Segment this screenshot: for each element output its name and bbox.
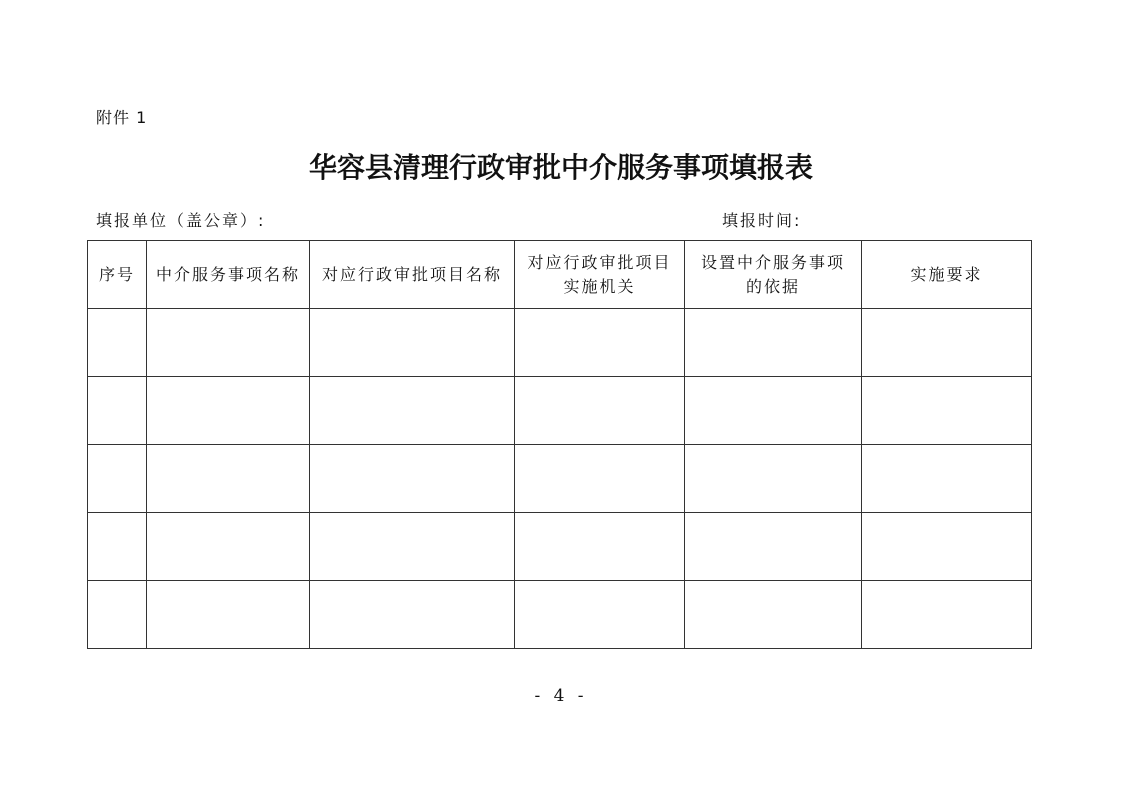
table-cell[interactable] [685, 581, 862, 649]
column-header-service-name: 中介服务事项名称 [147, 241, 310, 309]
table-cell[interactable] [310, 581, 515, 649]
fill-unit-label: 填报单位（盖公章）: [96, 211, 266, 230]
table-cell[interactable] [147, 581, 310, 649]
table-row [88, 513, 1032, 581]
table-cell[interactable] [88, 513, 147, 581]
table-cell[interactable] [685, 377, 862, 445]
table-cell[interactable] [515, 513, 685, 581]
table-cell[interactable] [515, 581, 685, 649]
table-cell[interactable] [862, 377, 1032, 445]
report-table [87, 240, 1032, 649]
table-cell[interactable] [310, 445, 515, 513]
table-row [88, 445, 1032, 513]
table-body [88, 309, 1032, 649]
table-cell[interactable] [310, 377, 515, 445]
table-header [88, 241, 1032, 309]
table-cell[interactable] [310, 309, 515, 377]
page-title: 华容县清理行政审批中介服务事项填报表 [308, 151, 813, 184]
table-cell[interactable] [862, 581, 1032, 649]
attachment-label: 附件 1 [96, 108, 148, 127]
table-cell[interactable] [685, 445, 862, 513]
column-header-requirements: 实施要求 [862, 241, 1032, 309]
table-cell[interactable] [685, 309, 862, 377]
table-cell[interactable] [515, 377, 685, 445]
table-cell[interactable] [862, 309, 1032, 377]
column-header-index: 序号 [88, 241, 147, 309]
table-cell[interactable] [862, 445, 1032, 513]
table-row [88, 377, 1032, 445]
fill-date-label: 填报时间: [722, 211, 802, 230]
table-cell[interactable] [515, 445, 685, 513]
table-row [88, 309, 1032, 377]
table-cell[interactable] [147, 445, 310, 513]
table-cell[interactable] [88, 445, 147, 513]
table-cell[interactable] [685, 513, 862, 581]
table-row [88, 581, 1032, 649]
table-cell[interactable] [515, 309, 685, 377]
table-cell[interactable] [862, 513, 1032, 581]
table-cell[interactable] [88, 309, 147, 377]
table-cell[interactable] [310, 513, 515, 581]
table-cell[interactable] [88, 581, 147, 649]
page-number: - 4 - [534, 686, 588, 706]
column-header-implementing-agency: 对应行政审批项目 实施机关 [515, 241, 685, 309]
column-header-approval-item-name: 对应行政审批项目名称 [310, 241, 515, 309]
table-cell[interactable] [147, 513, 310, 581]
table-cell[interactable] [147, 309, 310, 377]
table-cell[interactable] [147, 377, 310, 445]
header-row [88, 241, 1032, 309]
column-header-basis: 设置中介服务事项 的依据 [685, 241, 862, 309]
table-cell[interactable] [88, 377, 147, 445]
